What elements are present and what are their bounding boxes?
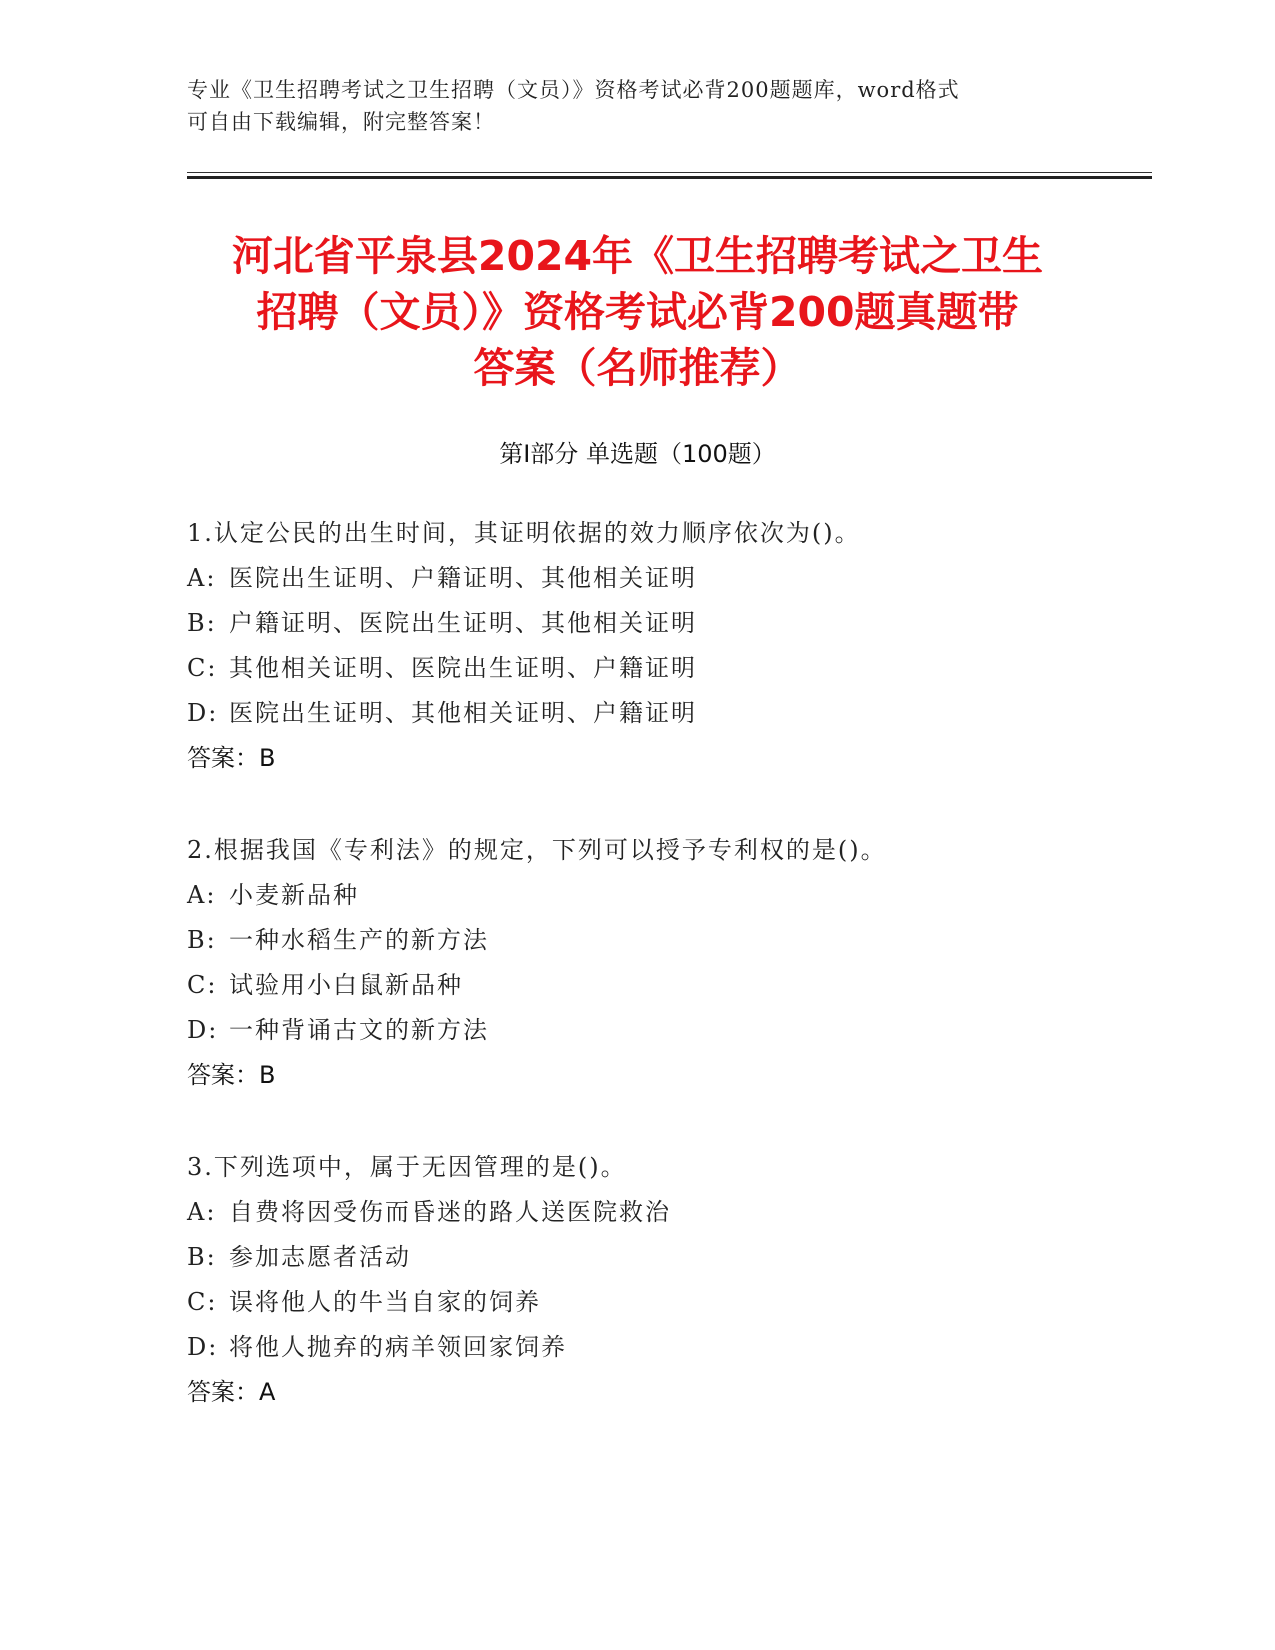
option-c — [187, 1280, 1137, 1325]
option-c — [187, 646, 1137, 691]
option-text: 小麦新品种 — [229, 881, 359, 909]
option-b — [187, 918, 1137, 963]
title-line-1: 河北省平泉县2024年《卫生招聘考试之卫生 — [231, 232, 1044, 280]
option-text: 将他人抛弃的病羊领回家饲养 — [229, 1333, 567, 1361]
answer-line: 答案：B — [187, 744, 276, 772]
option-text: 其他相关证明、医院出生证明、户籍证明 — [229, 654, 697, 682]
header-rule-thin — [187, 172, 1152, 173]
option-letter: C: — [187, 654, 218, 682]
question-3 — [187, 1145, 1137, 1415]
answer-line: 答案：A — [187, 1378, 276, 1406]
option-text: 自费将因受伤而昏迷的路人送医院救治 — [229, 1198, 671, 1226]
header-note — [187, 74, 1087, 138]
option-letter: D: — [187, 699, 219, 727]
option-text: 一种背诵古文的新方法 — [229, 1016, 489, 1044]
question-1 — [187, 511, 1137, 781]
option-b — [187, 1235, 1137, 1280]
option-a — [187, 1190, 1137, 1235]
option-a — [187, 873, 1137, 918]
title-line-3: 答案（名师推荐） — [473, 344, 802, 392]
header-note-line-1: 专业《卫生招聘考试之卫生招聘（文员）》资格考试必背200题题库，word格式 — [187, 78, 960, 102]
option-d — [187, 1325, 1137, 1370]
option-d — [187, 691, 1137, 736]
option-letter: B: — [187, 1243, 217, 1271]
option-b — [187, 601, 1137, 646]
option-letter: C: — [187, 971, 218, 999]
question-stem: 1.认定公民的出生时间，其证明依据的效力顺序依次为()。 — [187, 519, 861, 547]
document-title — [150, 228, 1125, 396]
question-stem: 2.根据我国《专利法》的规定，下列可以授予专利权的是()。 — [187, 836, 887, 864]
option-text: 参加志愿者活动 — [229, 1243, 411, 1271]
option-letter: D: — [187, 1333, 219, 1361]
option-letter: C: — [187, 1288, 218, 1316]
option-text: 一种水稻生产的新方法 — [229, 926, 489, 954]
option-d — [187, 1008, 1137, 1053]
header-rule-thick — [187, 176, 1152, 179]
option-c — [187, 963, 1137, 1008]
option-a — [187, 556, 1137, 601]
option-text: 医院出生证明、户籍证明、其他相关证明 — [229, 564, 697, 592]
option-letter: A: — [187, 564, 217, 592]
answer-line: 答案：B — [187, 1061, 276, 1089]
header-note-line-2: 可自由下载编辑，附完整答案！ — [187, 110, 495, 134]
option-letter: D: — [187, 1016, 219, 1044]
option-text: 误将他人的牛当自家的饲养 — [229, 1288, 541, 1316]
option-text: 医院出生证明、其他相关证明、户籍证明 — [229, 699, 697, 727]
title-line-2: 招聘（文员）》资格考试必背200题真题带 — [256, 288, 1019, 336]
option-text: 户籍证明、医院出生证明、其他相关证明 — [229, 609, 697, 637]
option-text: 试验用小白鼠新品种 — [229, 971, 463, 999]
option-letter: B: — [187, 609, 217, 637]
option-letter: A: — [187, 881, 217, 909]
question-2 — [187, 828, 1137, 1098]
option-letter: B: — [187, 926, 217, 954]
section-heading: 第Ⅰ部分 单选题（100题） — [499, 440, 776, 468]
question-stem: 3.下列选项中，属于无因管理的是()。 — [187, 1153, 627, 1181]
option-letter: A: — [187, 1198, 217, 1226]
